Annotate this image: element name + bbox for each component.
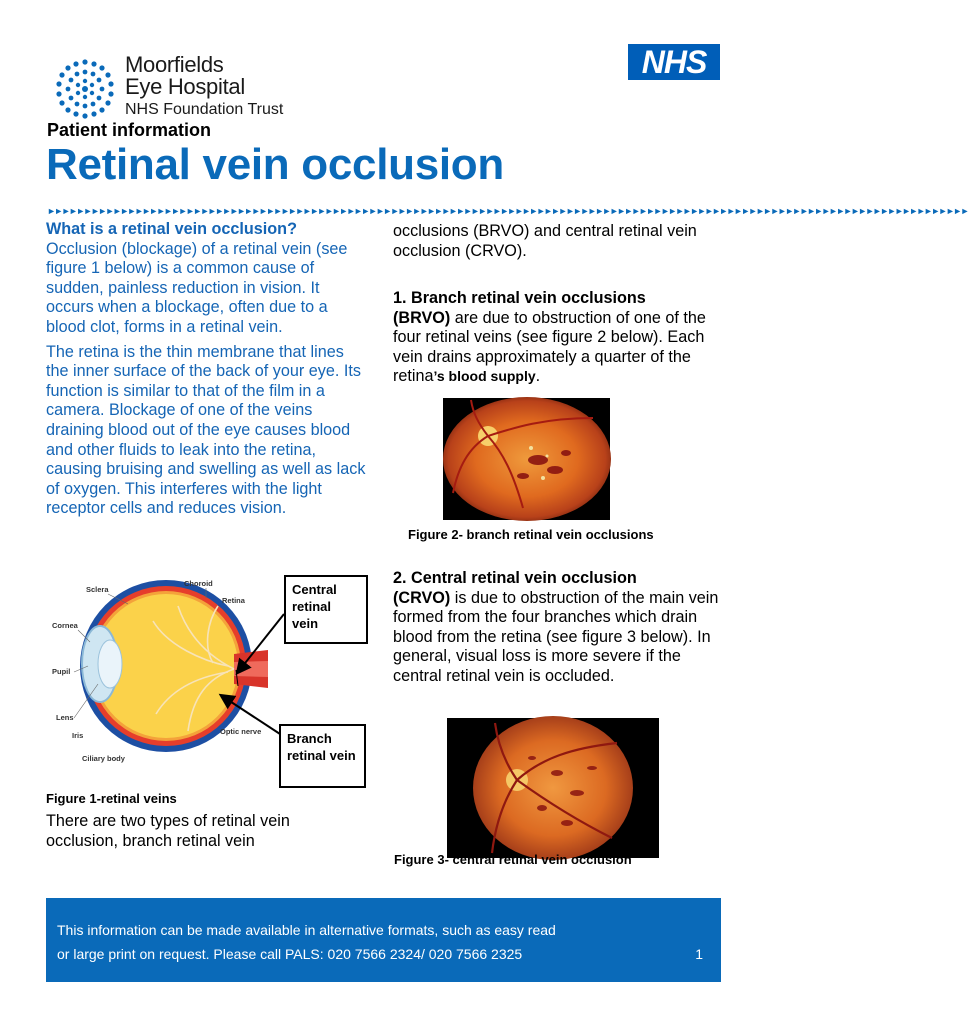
label-lens: Lens xyxy=(56,713,74,722)
callout-branch-retinal-vein: Branch retinal vein xyxy=(279,724,366,788)
two-types-text: There are two types of retinal vein occlusion, branch retinal vein xyxy=(46,812,290,850)
brvo-body xyxy=(393,309,723,387)
figure-3-fundus-image xyxy=(447,718,659,858)
arrow-divider: ►►►►►►►►►►►►►►►►►►►►►►►►►►►►►►►►►►►►►►►►►►►►►►►►►►►►►►►►►►►►►►►►►►►►►►►►►►►►►►►►►►►►►►►►►►►►►►►►►►►►►►►►►►►►►►►►►►►►►►►►►►►►►► xyxy=(47,206,968,216)
arrow-central xyxy=(238,614,284,672)
label-sclera: Sclera xyxy=(86,585,109,594)
label-choroid: Choroid xyxy=(184,579,213,588)
crvo-heading: 2. Central retinal vein occlusion xyxy=(393,569,637,587)
crvo-text: is due to obstruction of the main vein formed from the four branches which drain blood from the retina (see figure 3 below). In general, visual loss is more severe if the central retinal vein is occluded. xyxy=(393,588,719,685)
figure-2-caption: Figure 2- branch retinal vein occlusions xyxy=(408,527,654,542)
callout-central-retinal-vein: Central retinal vein xyxy=(284,575,368,644)
label-ciliary-body: Ciliary body xyxy=(82,754,125,763)
brvo-end: . xyxy=(535,367,541,386)
moorfields-logo-icon xyxy=(50,54,120,124)
logo-line-1: Moorfields xyxy=(125,52,224,77)
brvo-section xyxy=(393,289,723,387)
label-pupil: Pupil xyxy=(52,667,71,676)
paragraph-occlusion: Occlusion (blockage) of a retinal vein (see figure 1 below) is a common cause of sudden, painless reduction in vision. It occurs when a blockage, often due to a blood clot, forms in a retinal vein. xyxy=(46,239,348,336)
page-number: 1 xyxy=(695,946,703,962)
brvo-abbr: (BRVO) xyxy=(393,308,451,327)
figure-3-caption: Figure 3- central retinal vein occlusion xyxy=(394,852,632,867)
logo-line-2: Eye Hospital xyxy=(125,74,245,99)
footer-banner xyxy=(46,898,721,982)
brvo-heading: 1. Branch retinal vein occlusions xyxy=(393,289,646,307)
figure-1-caption: Figure 1-retinal veins xyxy=(46,791,177,806)
label-optic-nerve: Optic nerve xyxy=(220,727,262,736)
label-cornea: Cornea xyxy=(52,621,78,630)
logo-line-3: NHS Foundation Trust xyxy=(125,101,284,118)
section-question: What is a retinal vein occlusion? xyxy=(46,220,297,238)
nhs-badge: NHS xyxy=(628,44,720,80)
patient-information-label: Patient information xyxy=(47,120,212,140)
brvo-text: are due to obstruction of one of the four retinal veins (see figure 2 below). Each vein drains approximately a quarter of the retina xyxy=(393,308,706,386)
page-title: Retinal vein occlusion xyxy=(46,140,504,189)
footer-line-1: This information can be made available in alternative formats, such as easy read xyxy=(57,922,556,938)
continued-text: occlusions (BRVO) and central retinal vein occlusion (CRVO). xyxy=(393,222,697,260)
figure-2-fundus-image xyxy=(443,398,610,520)
callout-arrows xyxy=(220,600,300,740)
label-retina: Retina xyxy=(222,596,245,605)
paragraph-retina: The retina is the thin membrane that lines the inner surface of the back of your eye. Its function is similar to that of the film in a camera. Blockage of one of the veins draining blood out of the eye causes blood and other fluids to leak into the retina, causing bruising and swelling as well as lack of oxygen. This interferes with the light receptor cells and reduces vision. xyxy=(46,342,366,518)
footer-line-2: or large print on request. Please call PALS: 020 7566 2324/ 020 7566 2325 xyxy=(57,946,523,962)
arrow-branch xyxy=(222,696,280,734)
logo-text xyxy=(125,54,283,119)
crvo-abbr: (CRVO) xyxy=(393,588,451,607)
crvo-body xyxy=(393,589,723,687)
left-column xyxy=(46,220,368,524)
crvo-section xyxy=(393,569,723,687)
label-iris: Iris xyxy=(72,731,84,740)
brvo-tail: ’s blood supply xyxy=(433,368,536,385)
eye-lens-shape xyxy=(98,640,122,688)
